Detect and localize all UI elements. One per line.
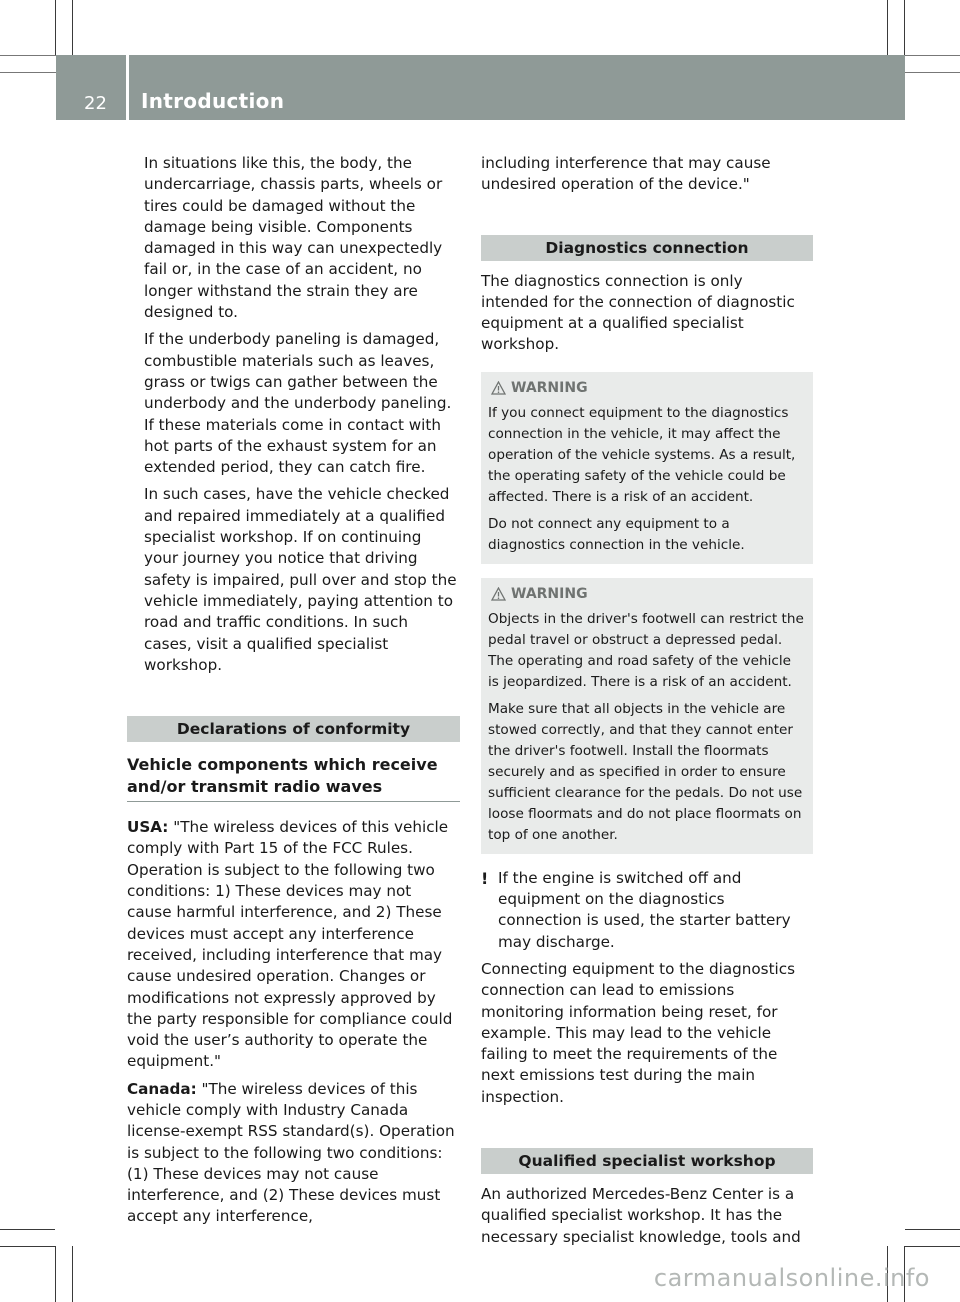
crop-mark <box>905 1229 960 1230</box>
usa-text: "The wireless devices of this vehicle comply with Part 15 of the FCC Rules. Operation is subject to the following two conditions: 1) These devices may not cause harmful interference, and 2) These devices must accept any interference received, including interference that may cause undesired operation. Changes or modifications not expressly approved by the party responsible for compliance could void the user’s authority to operate the equipment." <box>127 818 453 1071</box>
section-heading-diagnostics: Diagnostics connection <box>481 235 813 261</box>
warning-text: Objects in the driver's footwell can restrict the pedal travel or obstruct a depressed pedal. The operating and road safety of the vehicle is jeopardized. There is a risk of an accident. <box>488 610 804 690</box>
page-number: 22 <box>84 93 107 114</box>
subheading-radio-components: Vehicle components which receive and/or transmit radio waves <box>127 754 460 802</box>
section-heading-declarations: Declarations of conformity <box>127 716 460 742</box>
crop-mark <box>904 0 905 55</box>
page-title: Introduction <box>141 89 285 113</box>
warning-title: WARNING <box>511 379 588 396</box>
warning-triangle-icon <box>491 381 506 395</box>
crop-mark <box>72 1246 73 1302</box>
header-divider <box>126 55 129 120</box>
continuation-text: including interference that may cause undesired operation of the device." <box>481 154 771 194</box>
warning-triangle-icon <box>491 587 506 601</box>
crop-mark <box>55 1246 56 1302</box>
diagnostics-intro: The diagnostics connection is only intended for the connection of diagnostic equipment at a qualified specialist workshop. <box>481 271 795 354</box>
workshop-text: An authorized Mercedes-Benz Center is a qualified specialist workshop. It has the necessary specialist knowledge, tools and <box>481 1185 801 1246</box>
warning-text: Make sure that all objects in the vehicle are stowed correctly, and that they cannot enter the driver's footwell. Install the floormats securely and as specified in order to ensure sufficient clearance for the pedals. Do not use loose floormats and do not place floormats on top of one another. <box>488 700 803 843</box>
usa-label: USA: <box>127 818 169 837</box>
warning-title: WARNING <box>511 585 588 602</box>
section-heading-workshop: Qualified specialist workshop <box>481 1148 813 1174</box>
warning-box-footwell <box>481 578 813 854</box>
crop-mark <box>0 1246 55 1247</box>
canada-text: "The wireless devices of this vehicle comply with Industry Canada license-exempt RSS standard(s). Operation is subject to the following two conditions: (1) These devices may not cause interference, and (2) These devices must accept any interference, <box>127 1079 455 1226</box>
crop-mark <box>905 1246 960 1247</box>
crop-mark <box>72 0 73 55</box>
warning-header <box>488 378 806 399</box>
intro-paragraph: In situations like this, the body, the undercarriage, chassis parts, wheels or tires could be damaged without the damage being visible. Components damaged in this way can unexpectedly fail or, in the case of an accident, no longer withstand the strain they are designed to. <box>144 154 443 322</box>
right-column <box>481 153 813 1248</box>
emissions-text: Connecting equipment to the diagnostics connection can lead to emissions monitoring information being reset, for example. This may lead to the vehicle failing to meet the requirements of the next emissions test during the main inspection. <box>481 959 796 1106</box>
watermark: carmanualsonline.info <box>653 1264 930 1292</box>
warning-text: If you connect equipment to the diagnostics connection in the vehicle, it may affect the operation of the vehicle systems. As a result, the operating safety of the vehicle could be affected. There is a risk of an accident. <box>488 404 796 505</box>
crop-mark <box>55 0 56 55</box>
intro-paragraph: In such cases, have the vehicle checked and repaired immediately at a qualified specialist workshop. If on continuing your journey you notice that driving safety is impaired, pull over and stop the vehicle immediately, paying attention to road and traffic conditions. In such cases, visit a qualified specialist workshop. <box>144 485 457 674</box>
usa-declaration <box>127 817 460 1073</box>
crop-mark <box>0 1229 55 1230</box>
canada-declaration <box>127 1079 460 1228</box>
note-text: If the engine is switched off and equipment on the diagnostics connection is used, the starter battery may discharge. <box>498 868 791 951</box>
warning-text: Do not connect any equipment to a diagnostics connection in the vehicle. <box>488 515 745 553</box>
canada-label: Canada: <box>127 1079 197 1098</box>
warning-header <box>488 584 806 605</box>
note-battery <box>481 868 813 953</box>
warning-box-diagnostics <box>481 372 813 564</box>
crop-mark <box>887 0 888 55</box>
intro-paragraph: If the underbody paneling is damaged, combustible materials such as leaves, grass or twigs can gather between the underbody and the underbody paneling. If these materials come in contact with hot parts of the exhaust system for an extended period, they can catch fire. <box>144 330 452 477</box>
left-column <box>127 153 460 1228</box>
exclamation-icon: ! <box>481 868 489 888</box>
